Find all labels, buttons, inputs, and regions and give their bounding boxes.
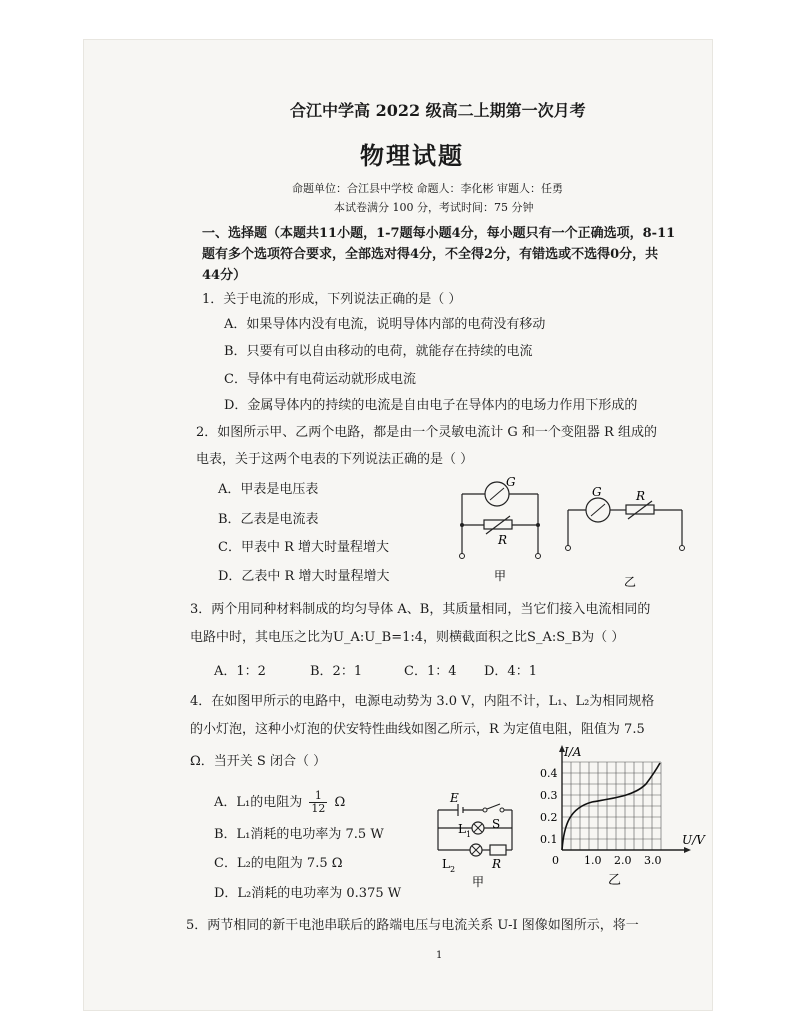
q4-fraction-denominator: 12 [311,802,326,815]
q4-label-r: R [492,857,502,871]
q4-label-l1: L [458,822,466,836]
q4-graph-grid [562,762,661,850]
q4-graph-y-tick-03: 0.3 [540,789,558,802]
q4-label-l1-sub: 1 [466,830,472,839]
q4-caption-jia: 甲 [472,875,485,889]
q4-label-l2: L [442,857,450,871]
q3-option-b: B．2：1 [310,664,363,679]
section-heading-line1: 一、选择题（本题共11小题，1-7题每小题4分，每小题只有一个正确选项，8-11 [202,226,676,241]
q2-option-d: D．乙表中 R 增大时量程增大 [218,569,390,584]
q4-graph-y-label: I/A [564,745,582,759]
subject-title: 物理试题 [360,141,464,170]
q2-label-r-yi: R [636,489,646,503]
q2-caption-yi: 乙 [624,575,637,588]
q4-graph-origin: 0 [552,854,559,867]
q4-option-c: C．L₂的电阻为 7.5 Ω [214,856,343,871]
q3-option-a: A．1：2 [214,664,266,679]
q3-stem-line2: 电路中时，其电压之比为U_A:U_B=1:4，则横截面积之比S_A:S_B为（ ） [190,630,625,645]
q4-iv-graph [534,744,710,894]
q4-stem-line1: 4．在如图甲所示的电路中，电源电动势为 3.0 V，内阻不计，L₁、L₂为相同规格 [190,694,655,709]
q2-option-c: C．甲表中 R 增大时量程增大 [218,540,389,555]
q4-graph-x-tick-1: 1.0 [584,854,602,867]
q2-option-b: B．乙表是电流表 [218,512,319,527]
q4-option-a-prefix: A．L₁的电阻为 [214,795,303,810]
q4-graph-x-label: U/V [682,833,705,847]
q2-circuit-figure [452,470,702,588]
q4-label-s: S [492,817,501,831]
q4-graph-y-tick-02: 0.2 [540,811,558,824]
q2-stem-line1: 2．如图所示甲、乙两个电路，都是由一个灵敏电流计 G 和一个变阻器 R 组成的 [196,425,657,440]
q2-label-g-yi: G [592,485,602,499]
q1-stem: 1．关于电流的形成，下列说法正确的是（ ） [202,292,462,307]
q4-label-e: E [450,791,459,805]
section-heading-line2: 题有多个选项符合要求，全部选对得4分，不全得2分，有错选或不选得0分，共 [202,247,659,262]
exam-scoring: 本试卷满分 100 分，考试时间：75 分钟 [334,201,534,214]
q4-iv-curve [562,763,660,850]
q3-option-d: D．4：1 [484,664,537,679]
q2-stem-line2: 电表，关于这两个电表的下列说法正确的是（ ） [196,452,474,467]
q4-option-b: B．L₁消耗的电功率为 7.5 W [214,827,384,842]
q4-stem-line2: 的小灯泡，这种小灯泡的伏安特性曲线如图乙所示，R 为定值电阻，阻值为 7.5 [190,722,645,737]
section-heading-line3: 44分） [202,268,247,283]
q4-option-a [214,790,345,815]
q4-graph-x-tick-3: 3.0 [644,854,662,867]
q1-option-a: A．如果导体内没有电流，说明导体内部的电荷没有移动 [224,317,546,332]
q2-option-a: A．甲表是电压表 [218,482,319,497]
q1-option-b: B．只要有可以自由移动的电荷，就能存在持续的电流 [224,344,533,359]
q1-option-d: D．金属导体内的持续的电流是自由电子在导体内的电场力作用下形成的 [224,398,638,413]
q2-label-r-jia: R [498,533,508,547]
q3-option-c: C．1：4 [404,664,457,679]
q4-graph-x-tick-2: 2.0 [614,854,632,867]
q4-fraction-numerator: 1 [309,790,327,803]
q4-graph-y-tick-01: 0.1 [540,833,558,846]
q4-option-a-unit: Ω [334,795,346,810]
q2-caption-jia: 甲 [494,569,507,583]
exam-title: 合江中学高 2022 级高二上期第一次月考 [290,101,586,120]
q4-option-d: D．L₂消耗的电功率为 0.375 W [214,886,402,901]
q4-label-l2-sub: 2 [450,865,456,874]
q1-option-c: C．导体中有电荷运动就形成电流 [224,372,416,387]
q4-circuit-figure [428,788,528,892]
page-number: 1 [436,950,443,961]
q4-stem-line3: Ω．当开关 S 闭合（ ） [190,754,327,769]
q4-graph-y-tick-04: 0.4 [540,767,558,780]
exam-meta: 命题单位：合江县中学校 命题人：李化彬 审题人：任勇 [292,182,563,195]
q4-graph-caption: 乙 [608,873,622,888]
q3-stem-line1: 3．两个用同种材料制成的均匀导体 A、B，其质量相同，当它们接入电流相同的 [190,602,651,617]
q5-stem-line1: 5．两节相同的新干电池串联后的路端电压与电流关系 U-I 图像如图所示，将一 [186,918,639,933]
q4-fraction [309,790,327,815]
q2-label-g-jia: G [506,475,516,489]
